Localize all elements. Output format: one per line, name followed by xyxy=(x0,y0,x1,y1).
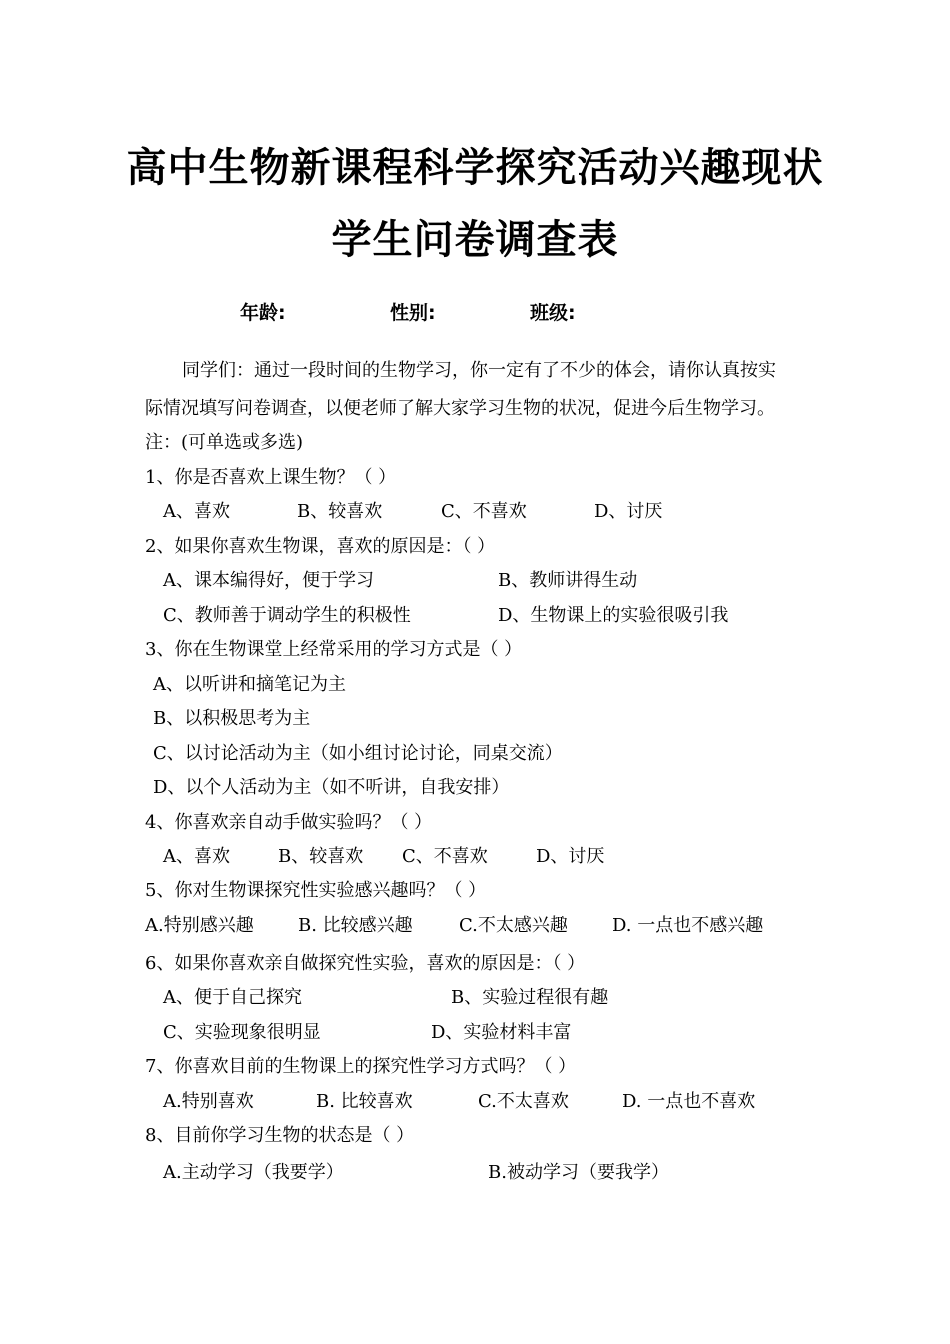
option-5d: D. 一点也不感兴趣 xyxy=(612,915,764,936)
gender-field-label: 性别: xyxy=(390,302,436,324)
page-subtitle: 学生问卷调查表 xyxy=(331,217,619,263)
option-3b: B、以积极思考为主 xyxy=(153,708,311,729)
option-5c: C.不太感兴趣 xyxy=(459,915,568,936)
age-field-label: 年龄: xyxy=(240,302,286,324)
option-8b: B.被动学习（要我学） xyxy=(488,1162,669,1183)
intro-paragraph-line2: 际情况填写问卷调查，以便老师了解大家学习生物的状况，促进今后生物学习。 xyxy=(145,398,775,419)
option-1d: D、讨厌 xyxy=(594,501,663,522)
option-7c: C.不太喜欢 xyxy=(478,1091,569,1112)
question-8: 8、目前你学习生物的状态是（ ） xyxy=(145,1125,415,1146)
option-1c: C、不喜欢 xyxy=(441,501,527,522)
question-7: 7、你喜欢目前的生物课上的探究性学习方式吗？（ ） xyxy=(145,1056,577,1077)
option-1b: B、较喜欢 xyxy=(297,501,383,522)
option-6b: B、实验过程很有趣 xyxy=(451,987,609,1008)
page-title: 高中生物新课程科学探究活动兴趣现状 xyxy=(126,145,824,191)
option-3c: C、以讨论活动为主（如小组讨论讨论，同桌交流） xyxy=(153,743,563,764)
option-1a: A、喜欢 xyxy=(163,501,230,522)
option-8a: A.主动学习（我要学） xyxy=(163,1162,344,1183)
option-4c: C、不喜欢 xyxy=(402,846,488,867)
option-5a: A.特别感兴趣 xyxy=(145,915,254,936)
class-field-label: 班级: xyxy=(530,302,576,324)
question-3: 3、你在生物课堂上经常采用的学习方式是（ ） xyxy=(145,639,523,660)
question-4: 4、你喜欢亲自动手做实验吗？（ ） xyxy=(145,812,433,833)
intro-paragraph-line1: 同学们：通过一段时间的生物学习，你一定有了不少的体会，请你认真按实 xyxy=(182,360,776,381)
option-6c: C、实验现象很明显 xyxy=(163,1022,321,1043)
question-6: 6、如果你喜欢亲自做探究性实验，喜欢的原因是：（ ） xyxy=(145,953,586,974)
option-2a: A、课本编得好，便于学习 xyxy=(163,570,374,591)
option-2b: B、教师讲得生动 xyxy=(498,570,638,591)
option-7b: B. 比较喜欢 xyxy=(316,1091,413,1112)
option-6d: D、实验材料丰富 xyxy=(431,1022,572,1043)
question-1: 1、你是否喜欢上课生物？（ ） xyxy=(145,467,397,488)
option-3d: D、以个人活动为主（如不听讲，自我安排） xyxy=(153,777,510,798)
option-2d: D、生物课上的实验很吸引我 xyxy=(498,605,729,626)
option-3a: A、以听讲和摘笔记为主 xyxy=(153,674,346,695)
question-2: 2、如果你喜欢生物课，喜欢的原因是：（ ） xyxy=(145,536,496,557)
option-6a: A、便于自己探究 xyxy=(163,987,302,1008)
option-5b: B. 比较感兴趣 xyxy=(298,915,413,936)
question-5: 5、你对生物课探究性实验感兴趣吗？（ ） xyxy=(145,880,487,901)
intro-note: 注：(可单选或多选) xyxy=(145,432,304,453)
option-2c: C、教师善于调动学生的积极性 xyxy=(163,605,411,626)
option-7a: A.特别喜欢 xyxy=(163,1091,254,1112)
option-4a: A、喜欢 xyxy=(163,846,230,867)
option-4d: D、讨厌 xyxy=(536,846,605,867)
option-4b: B、较喜欢 xyxy=(278,846,364,867)
option-7d: D. 一点也不喜欢 xyxy=(622,1091,756,1112)
